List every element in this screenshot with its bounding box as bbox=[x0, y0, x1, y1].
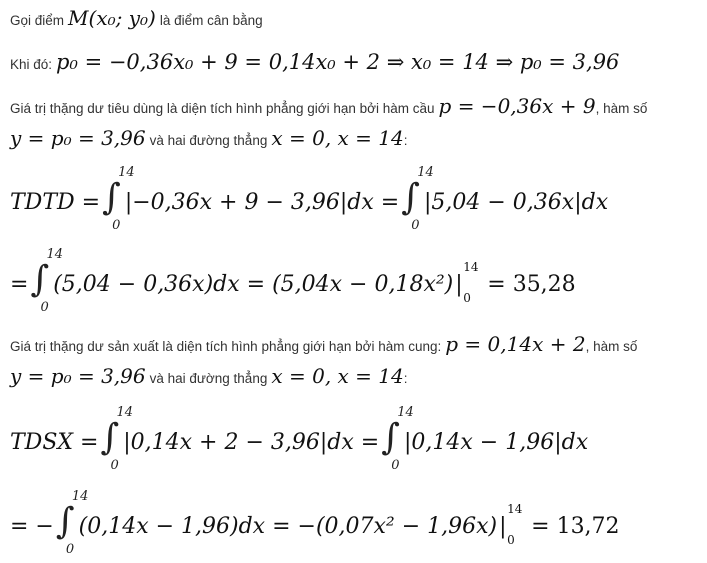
producer-surplus-desc bbox=[10, 332, 637, 356]
demand-function-math: p = −0,36x + 9 bbox=[438, 94, 596, 118]
tdtd-equation bbox=[10, 165, 609, 233]
integral-upper-limit: 14 bbox=[71, 489, 89, 504]
producer-bounds-line bbox=[10, 364, 408, 388]
producer-surplus-text-2: , hàm số bbox=[585, 339, 638, 354]
tdsx-antiderivative: (0,14x − 1,96)dx = −(0,07x² − 1,96x) bbox=[78, 514, 498, 539]
consumer-bounds-text: và hai đường thẳng bbox=[149, 133, 268, 148]
integral-lower-limit: 0 bbox=[110, 458, 119, 473]
tdsx-eq-sign: = − bbox=[10, 514, 54, 539]
equilibrium-line bbox=[10, 50, 619, 74]
eval-lower: 0 bbox=[463, 291, 471, 305]
integral-sign: ∫ 14 0 bbox=[102, 165, 135, 233]
integral-sign: ∫ 14 0 bbox=[100, 405, 134, 473]
integral-upper-limit: 14 bbox=[116, 405, 134, 420]
consumer-bounds-line bbox=[10, 126, 408, 150]
producer-y-math: y = p₀ = 3,96 bbox=[10, 364, 146, 388]
equilibrium-label: Khi đó: bbox=[10, 57, 53, 72]
integral-lower-limit: 0 bbox=[391, 458, 400, 473]
tdtd-integrand-2: |5,04 − 0,36x|dx bbox=[423, 190, 609, 215]
integral-sign: ∫ 14 0 bbox=[381, 405, 414, 473]
tdtd-eq-sign: = bbox=[10, 272, 29, 297]
integral-lower-limit: 0 bbox=[112, 218, 121, 233]
tdtd-integrand-1: |−0,36x + 9 − 3,96|dx = bbox=[124, 190, 400, 215]
intro-line bbox=[10, 6, 263, 30]
tdsx-equation bbox=[10, 405, 589, 473]
tdtd-result: = 35,28 bbox=[487, 272, 576, 297]
consumer-surplus-text: Giá trị thặng dư tiêu dùng là diện tích hình phẳng giới hạn bởi hàm cầu bbox=[10, 101, 435, 116]
evaluation-bar: | 14 0 bbox=[499, 502, 523, 547]
producer-bounds-colon: : bbox=[403, 371, 408, 386]
integral-upper-limit: 14 bbox=[397, 405, 414, 420]
eval-upper: 14 bbox=[463, 260, 479, 274]
consumer-y-math: y = p₀ = 3,96 bbox=[10, 126, 146, 150]
tdtd-antiderivative: (5,04 − 0,36x)dx = (5,04x − 0,18x²) bbox=[53, 272, 454, 297]
tdtd-result-equation bbox=[10, 247, 576, 315]
intro-text: Gọi điểm bbox=[10, 13, 65, 28]
consumer-bounds-colon: : bbox=[403, 133, 408, 148]
eval-lower: 0 bbox=[507, 533, 515, 547]
integral-sign: ∫ 14 0 bbox=[401, 165, 434, 233]
tdsx-lhs: TDSX = bbox=[10, 430, 99, 455]
evaluation-bar: | 14 0 bbox=[455, 260, 479, 305]
tdsx-integrand-1: |0,14x + 2 − 3,96|dx = bbox=[123, 430, 380, 455]
integral-lower-limit: 0 bbox=[40, 300, 49, 315]
producer-bounds-text: và hai đường thẳng bbox=[149, 371, 268, 386]
point-m-math: M(x₀; y₀) bbox=[68, 6, 156, 30]
consumer-surplus-desc bbox=[10, 94, 647, 118]
integral-sign: ∫ 14 0 bbox=[55, 489, 89, 557]
integral-lower-limit: 0 bbox=[65, 542, 75, 557]
integral-lower-limit: 0 bbox=[411, 218, 420, 233]
integral-sign: ∫ 14 0 bbox=[30, 247, 63, 315]
intro-text-2: là điểm cân bằng bbox=[159, 13, 263, 28]
consumer-surplus-text-2: , hàm số bbox=[595, 101, 648, 116]
supply-function-math: p = 0,14x + 2 bbox=[445, 332, 586, 356]
tdsx-integrand-2: |0,14x − 1,96|dx bbox=[403, 430, 589, 455]
producer-surplus-text: Giá trị thặng dư sản xuất là diện tích hình phẳng giới hạn bởi hàm cung: bbox=[10, 339, 442, 354]
tdtd-lhs: TDTD = bbox=[10, 190, 101, 215]
integral-upper-limit: 14 bbox=[46, 247, 63, 262]
integral-upper-limit: 14 bbox=[417, 165, 434, 180]
consumer-x-bounds-math: x = 0, x = 14 bbox=[271, 126, 404, 150]
producer-x-bounds-math: x = 0, x = 14 bbox=[271, 364, 404, 388]
equilibrium-math: p₀ = −0,36x₀ + 9 = 0,14x₀ + 2 ⇒ x₀ = 14 ⇒ p₀ = 3,96 bbox=[56, 50, 620, 74]
integral-upper-limit: 14 bbox=[118, 165, 135, 180]
eval-upper: 14 bbox=[507, 502, 523, 516]
tdsx-result: = 13,72 bbox=[531, 514, 620, 539]
tdsx-result-equation bbox=[10, 489, 620, 557]
